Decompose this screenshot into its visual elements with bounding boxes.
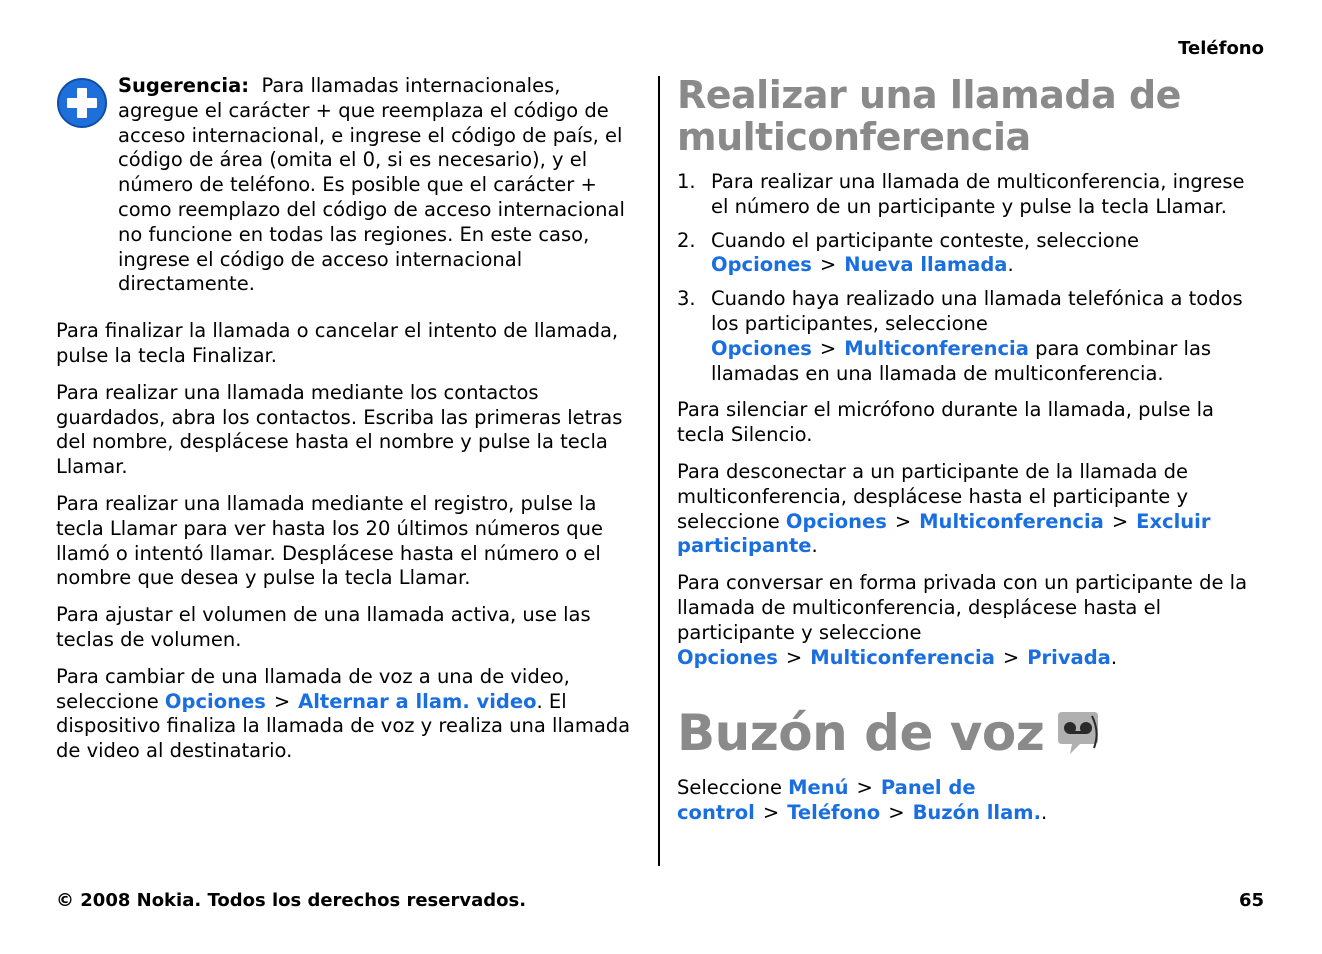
link-opciones[interactable]: Opciones [785, 509, 887, 533]
link-menu[interactable]: Menú [788, 776, 849, 800]
tip-label: Sugerencia: [118, 74, 250, 97]
paragraph-voicemail-path: Seleccione Menú > Panel de control > Teléfono > Buzón llam.. [677, 776, 1048, 825]
section-heading-conference: Realizar una llamada de multiconferencia [677, 73, 1181, 159]
footer-copyright: © 2008 Nokia. Todos los derechos reservados. [56, 890, 527, 911]
link-excluir-participante[interactable]: Excluir participante [677, 509, 1211, 558]
link-telefono[interactable]: Teléfono [787, 801, 881, 825]
paragraph-switch-video: Para cambiar de una llamada de voz a una de video, seleccione Opciones > Alternar a llam. video. El dispositivo finaliza la llamada de voz y realiza una llamada de video al destinatario. [56, 664, 631, 763]
page-number: 65 [1238, 890, 1264, 911]
step-item: 2. Cuando el participante conteste, seleccione Opciones > Nueva llamada. [677, 228, 1140, 277]
link-opciones[interactable]: Opciones [711, 253, 812, 277]
plus-tip-icon [56, 77, 108, 129]
link-privada[interactable]: Privada [1027, 645, 1111, 669]
link-nueva-llamada[interactable]: Nueva llamada [844, 253, 1008, 277]
link-opciones[interactable]: Opciones [711, 336, 812, 360]
link-opciones[interactable]: Opciones [164, 689, 266, 713]
paragraph-log-call: Para realizar una llamada mediante el registro, pulse la tecla Llamar para ver hasta los 20 últimos números que llamó o intentó llamar. Desplácese hasta el número o el nombre que desea y pulse la tecla Llamar. [56, 491, 603, 590]
link-multiconferencia[interactable]: Multiconferencia [844, 336, 1029, 360]
section-heading-voicemail: Buzón de voz [677, 704, 1267, 762]
paragraph-mute: Para silenciar el micrófono durante la llamada, pulse la tecla Silencio. [677, 398, 1215, 447]
column-divider [658, 76, 660, 866]
running-header: Teléfono [1178, 38, 1264, 59]
link-multiconferencia[interactable]: Multiconferencia [810, 645, 995, 669]
link-opciones[interactable]: Opciones [677, 645, 778, 669]
link-panel-de-control[interactable]: Panel de control [677, 776, 976, 825]
conference-steps [677, 170, 1267, 386]
paragraph-contacts-call: Para realizar una llamada mediante los contactos guardados, abra los contactos. Escriba las primeras letras del nombre, desplácese hasta el nombre y pulse la tecla Llamar. [56, 380, 623, 479]
voicemail-icon [1056, 708, 1100, 758]
tip-text [118, 74, 646, 297]
link-buzon-llam[interactable]: Buzón llam. [912, 801, 1041, 825]
right-column [677, 74, 1267, 838]
tip-body: Para llamadas internacionales, agregue el carácter + que reemplaza el código de acceso internacional, e ingrese el código de país, el código de área (omita el 0, si es necesario), y el número de teléfono. Es posible que el carácter + como reemplazo del código de acceso internacional no funcione en todas las regiones. En este caso, ingrese el código de acceso internacional directamente. [118, 74, 625, 296]
link-multiconferencia[interactable]: Multiconferencia [919, 509, 1104, 533]
link-alternar-video[interactable]: Alternar a llam. video [298, 689, 537, 713]
paragraph-disconnect: Para desconectar a un participante de la llamada de multiconferencia, desplácese hasta el participante y seleccione Opciones > Multiconferencia > Excluir participante. [677, 459, 1211, 558]
paragraph-private: Para conversar en forma privada con un participante de la llamada de multiconferencia, desplácese hasta el participante y seleccione Opciones > Multiconferencia > Privada. [677, 571, 1248, 669]
paragraph-end-call: Para finalizar la llamada o cancelar el intento de llamada, pulse la tecla Finalizar. [56, 319, 619, 367]
paragraph-volume: Para ajustar el volumen de una llamada activa, use las teclas de volumen. [56, 603, 591, 651]
step-item: 1. Para realizar una llamada de multiconferencia, ingrese el número de un participante y pulse la tecla Llamar. [677, 170, 1245, 218]
step-item: 3. Cuando haya realizado una llamada telefónica a todos los participantes, seleccione Opciones > Multiconferencia para combinar las llamadas en una llamada de multiconferencia. [677, 287, 1243, 385]
left-column [56, 74, 646, 776]
tip-box [56, 74, 646, 297]
